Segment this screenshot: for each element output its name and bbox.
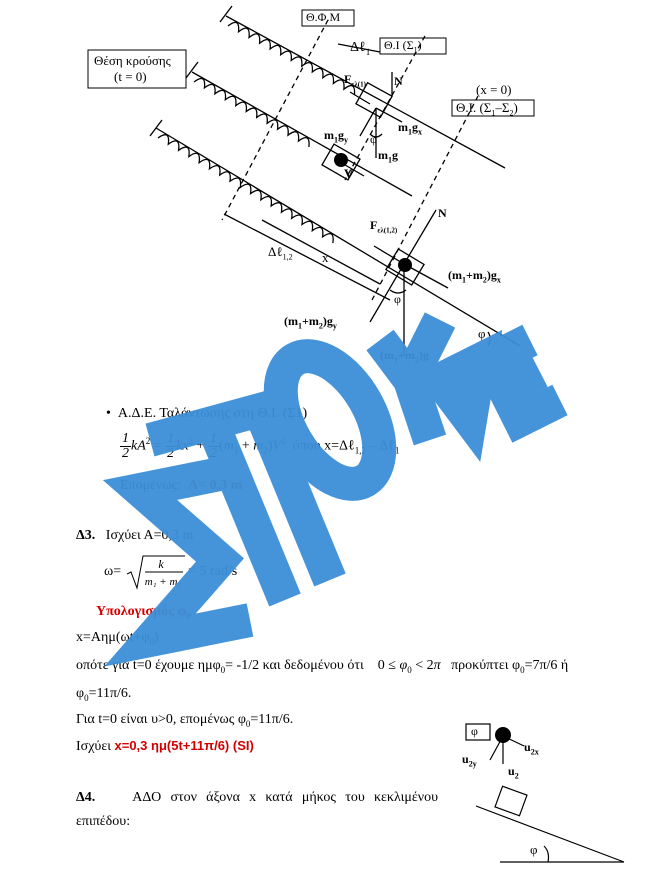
eq1-rhs-text: όπου x= (292, 438, 339, 454)
f-el1-sub: ελ(1) (351, 80, 366, 89)
m1g-label: $m_1g$ (378, 148, 398, 165)
bullet-dot: • (106, 406, 118, 421)
velocity-text-b: =11π/6. (250, 712, 294, 727)
t0-text-a: οπότε για t=0 έχουμε ημφ (76, 658, 221, 673)
m12gx-text: (m (448, 268, 462, 282)
x-eq-text: x=Αημ(ωt+φ (76, 630, 150, 645)
f-el1-text: F (344, 72, 352, 86)
n-label-top: N (394, 74, 403, 88)
therefore-line (120, 478, 242, 494)
x-eq-end: ) (154, 630, 159, 645)
bullet-text: Α.Δ.Ε. Ταλάντωσης στη Θ.Ι. (Σ1) (117, 406, 308, 421)
a-result: Α= 0,3 m (187, 478, 243, 493)
thi-s1-text: Θ.Ι (Σ (384, 38, 414, 52)
u2x-text: u (524, 740, 531, 754)
phi0-alt-a: φ (76, 686, 85, 701)
delta-l12-label (268, 244, 293, 262)
delta-l1-label (350, 40, 370, 57)
u2y-label: $u_{2y}$ (462, 752, 477, 769)
calc-phi-text: Υπολογισμός φ (96, 604, 187, 619)
x-equation: $x=A\eta\mu(\omega t+\varphi_0)$ (76, 630, 159, 647)
m12gy-text: (m (284, 314, 298, 328)
small-phi-bottom: φ (530, 842, 538, 857)
d4-line-2: επιπέδου: (76, 814, 131, 829)
delta-l12-text: Δℓ (268, 244, 283, 259)
t0-text-b: = -1/2 και δεδομένου ότι (225, 658, 364, 673)
m1gx-label: $m_1g_x$ (398, 120, 422, 137)
d4-line (76, 790, 438, 806)
calc-phi-sub: 0 (186, 610, 191, 621)
d3-label: Δ3. (76, 528, 96, 543)
final-equation-line (76, 738, 254, 755)
x0-label: (x = 0) (476, 82, 512, 97)
f-el1-label (344, 72, 366, 88)
u2-label: $u_2$ (508, 764, 519, 781)
t0-line: οπότε για t=0 έχουμε ημφ$_0$= -1/2 και δεδομένου ότι $0 \le \varphi_0 < 2\pi$ προκύπτει $\varphi_0=7\pi/6$ ή (76, 658, 569, 675)
bullet-line (106, 406, 307, 422)
n-label-bottom: N (438, 206, 447, 220)
velocity-line: Για t=0 είναι υ>0, επομένως $\varphi_0=11\pi/6$. (76, 712, 294, 729)
thfm-label: Θ.Φ.Μ (306, 10, 341, 24)
phi-label-top: φ (370, 132, 377, 146)
holds-text: Ισχύει (76, 739, 111, 754)
m12g-g: g (422, 348, 429, 362)
velocity-text-a: Για t=0 είναι υ>0, επομένως φ (76, 712, 246, 727)
final-equation: x=0,3 ημ(5t+11π/6) (SI) (114, 738, 254, 753)
x-label: x (322, 250, 329, 265)
m1g-text: m (378, 148, 388, 162)
thi-s12-text: Θ.Ι. (Σ (456, 100, 492, 115)
t0-text-c: προκύπτει φ (451, 658, 521, 673)
m12gy-label: $(m_1+m_2)g_y$ (284, 314, 337, 331)
collision-label-2: (t = 0) (114, 69, 147, 84)
small-phi-label: φ (471, 724, 478, 738)
m1gy-label: $m_1g_y$ (324, 128, 348, 145)
m1g-g: g (392, 148, 398, 162)
therefore-text: Επομένως: (120, 478, 181, 493)
delta-l1-text: Δℓ (350, 40, 366, 55)
thi-s1-label: Θ.Ι $(\Sigma_1)$ (384, 38, 422, 55)
omega-prefix: ω= (104, 564, 122, 580)
m12g-text: (m (380, 348, 394, 362)
collision-label-1: Θέση κρούσης (94, 53, 171, 68)
d4-label: Δ4. (76, 790, 96, 805)
svg-text:k: k (157, 557, 164, 571)
u2y-text: u (462, 752, 469, 766)
delta-l1-sub: 1 (365, 46, 371, 57)
phi0-alt-line: $\varphi_0=11\pi/6$. (76, 686, 132, 703)
svg-text:m₁ + m₂: m₁ + m₂ (144, 576, 181, 588)
f-el12-label: $F_{\varepsilon\lambda(1,2)}$ (370, 218, 398, 235)
t0-text-d: =7π/6 ή (524, 658, 569, 673)
calc-phi-heading (96, 604, 191, 621)
thi-s12-label: Θ.Ι. $(\Sigma_1-\Sigma_2)$ (456, 100, 518, 118)
phi-label-mid: φ (394, 292, 401, 306)
energy-equation: $\frac{1}{2}$ $kA^2$ = $\frac{1}{2}$ $kx^2$ + $\frac{1}{2}$ $(m_1 + m_2)V^2$ όπου x=Δℓ$_{1,2}$ – Δℓ$_1$ (122, 431, 400, 461)
thi-s1-sub: 1 (413, 45, 418, 55)
m12g-label: $(m_1+m_2)g$ (380, 348, 429, 365)
phi0-alt-b: =11π/6. (88, 686, 132, 701)
sqrt-symbol (125, 554, 185, 590)
d3-line (76, 528, 193, 544)
thi-s12-mid: –Σ (495, 100, 510, 115)
m1gy-text: m (324, 128, 334, 142)
f-el12-sub: ελ(1,2) (377, 226, 398, 235)
delta-l12-sub: 1,2 (282, 252, 293, 262)
m1gx-text: m (398, 120, 408, 134)
omega-equation (104, 554, 237, 590)
omega-value: = 5 rad/s (188, 564, 238, 580)
d3-text: Ισχύει Α=0,3 m (105, 528, 194, 543)
u2-text: u (508, 764, 515, 778)
m12gx-label: $(m_1+m_2)g_x$ (448, 268, 501, 285)
phi-label-right: φ (478, 326, 486, 341)
v-label: V (344, 166, 354, 181)
d4-text-line1: ΑΔΟ στον άξονα x κατά μήκος του κεκλιμένου (132, 790, 439, 805)
u2x-label: $u_{2x}$ (524, 740, 539, 757)
